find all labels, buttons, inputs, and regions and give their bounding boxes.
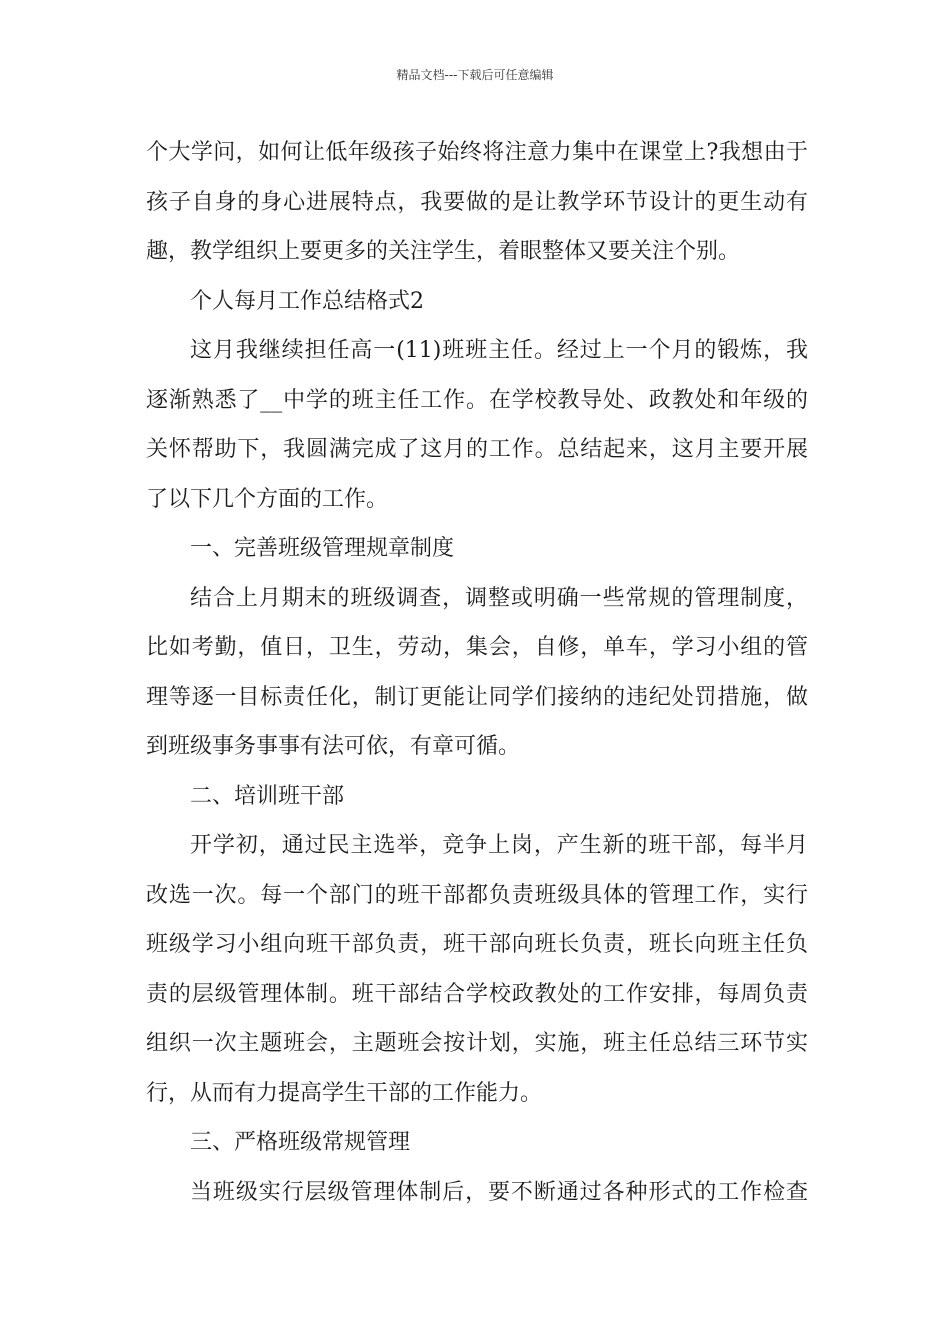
- text-line: 责的层级管理体制。班干部结合学校政教处的工作安排，每周负责: [146, 981, 808, 1007]
- text-line: 行，从而有力提高学生干部的工作能力。: [146, 1080, 543, 1106]
- section-heading: 一、完善班级管理规章制度: [190, 536, 455, 561]
- text-line: 关怀帮助下，我圆满完成了这月的工作。总结起来，这月主要开展: [146, 437, 808, 462]
- text-line: 孩子自身的身心进展特点，我要做的是让教学环节设计的更生动有: [146, 189, 808, 215]
- text-line: 这月我继续担任高一(11)班班主任。经过上一个月的锻炼，我: [190, 338, 808, 363]
- text-line: 到班级事务事事有法可依，有章可循。: [146, 734, 521, 759]
- section-heading: 二、培训班干部: [190, 783, 345, 809]
- text-line: 当班级实行层级管理体制后，要不断通过各种形式的工作检查: [190, 1179, 808, 1205]
- text-line: 班级学习小组向班干部负责，班干部向班长负责，班长向班主任负: [146, 932, 808, 957]
- text-line: 了以下几个方面的工作。: [146, 486, 389, 512]
- text-line: 理等逐一目标责任化，制订更能让同学们接纳的违纪处罚措施，做: [146, 684, 808, 710]
- text-line: 个大学问，如何让低年级孩子始终将注意力集中在课堂上?我想由于: [146, 140, 808, 165]
- text-line: 改选一次。每一个部门的班干部都负责班级具体的管理工作，实行: [146, 882, 808, 908]
- text-line: 开学初，通过民主选举，竞争上岗，产生新的班干部，每半月: [190, 833, 808, 858]
- section-heading: 个人每月工作总结格式2: [190, 288, 424, 314]
- section-heading: 三、严格班级常规管理: [190, 1130, 411, 1155]
- text-line: 结合上月期末的班级调查，调整或明确一些常规的管理制度，: [190, 585, 808, 611]
- text-line: 逐渐熟悉了__中学的班主任工作。在学校教导处、政教处和年级的: [146, 387, 808, 413]
- page-header: 精品文档---下载后可任意编辑: [396, 68, 554, 82]
- text-line: 组织一次主题班会，主题班会按计划，实施，班主任总结三环节实: [146, 1031, 808, 1056]
- document-body: [146, 128, 808, 1217]
- text-line: 趣，教学组织上要更多的关注学生，着眼整体又要关注个别。: [146, 239, 741, 264]
- text-line: 比如考勤，值日，卫生，劳动，集会，自修，单车，学习小组的管: [146, 635, 808, 660]
